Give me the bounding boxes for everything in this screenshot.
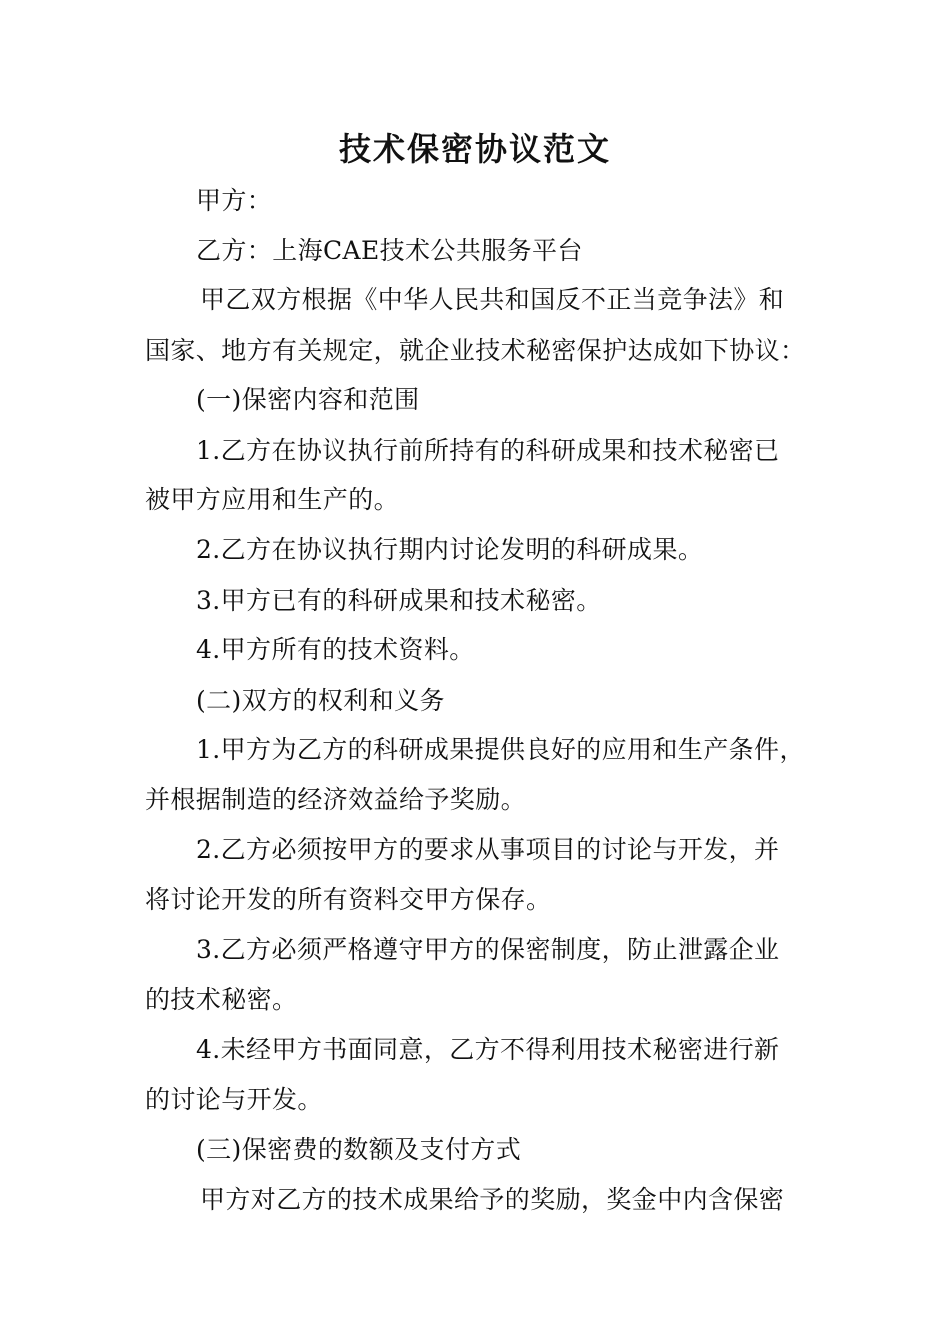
section-3-heading: (三)保密费的数额及支付方式: [196, 1135, 522, 1164]
preamble-line-2: 国家、地方有关规定，就企业技术秘密保护达成如下协议：: [145, 336, 806, 365]
section-1-item-4: 4.甲方所有的技术资料。: [196, 635, 475, 664]
section-1-item-2: 2.乙方在协议执行期内讨论发明的科研成果。: [196, 535, 704, 564]
section-2-item-4-line-2: 的讨论与开发。: [145, 1085, 323, 1114]
party-a-line: 甲方：: [196, 186, 273, 215]
section-1-item-3: 3.甲方已有的科研成果和技术秘密。: [196, 586, 602, 615]
document-title: 技术保密协议范文: [338, 130, 611, 168]
section-3-paragraph-line-1: 甲方对乙方的技术成果给予的奖励，奖金中内含保密: [200, 1185, 785, 1214]
section-2-item-3-line-2: 的技术秘密。: [145, 985, 298, 1014]
section-2-item-1-line-2: 并根据制造的经济效益给予奖励。: [145, 785, 527, 814]
section-1-item-1-line-2: 被甲方应用和生产的。: [145, 485, 400, 514]
section-2-item-2-line-1: 2.乙方必须按甲方的要求从事项目的讨论与开发，并: [196, 835, 780, 864]
section-1-heading: (一)保密内容和范围: [196, 385, 420, 414]
section-2-item-2-line-2: 将讨论开发的所有资料交甲方保存。: [145, 885, 552, 914]
section-2-item-1-line-1: 1.甲方为乙方的科研成果提供良好的应用和生产条件，: [196, 735, 805, 764]
party-b-line: 乙方：上海CAE技术公共服务平台: [196, 236, 583, 265]
preamble-line-1: 甲乙双方根据《中华人民共和国反不正当竞争法》和: [200, 285, 785, 314]
section-2-item-3-line-1: 3.乙方必须严格遵守甲方的保密制度，防止泄露企业: [196, 935, 780, 964]
section-2-item-4-line-1: 4.未经甲方书面同意，乙方不得利用技术秘密进行新: [196, 1035, 780, 1064]
section-2-heading: (二)双方的权利和义务: [196, 686, 445, 715]
section-1-item-1-line-1: 1.乙方在协议执行前所持有的科研成果和技术秘密已: [196, 436, 780, 465]
